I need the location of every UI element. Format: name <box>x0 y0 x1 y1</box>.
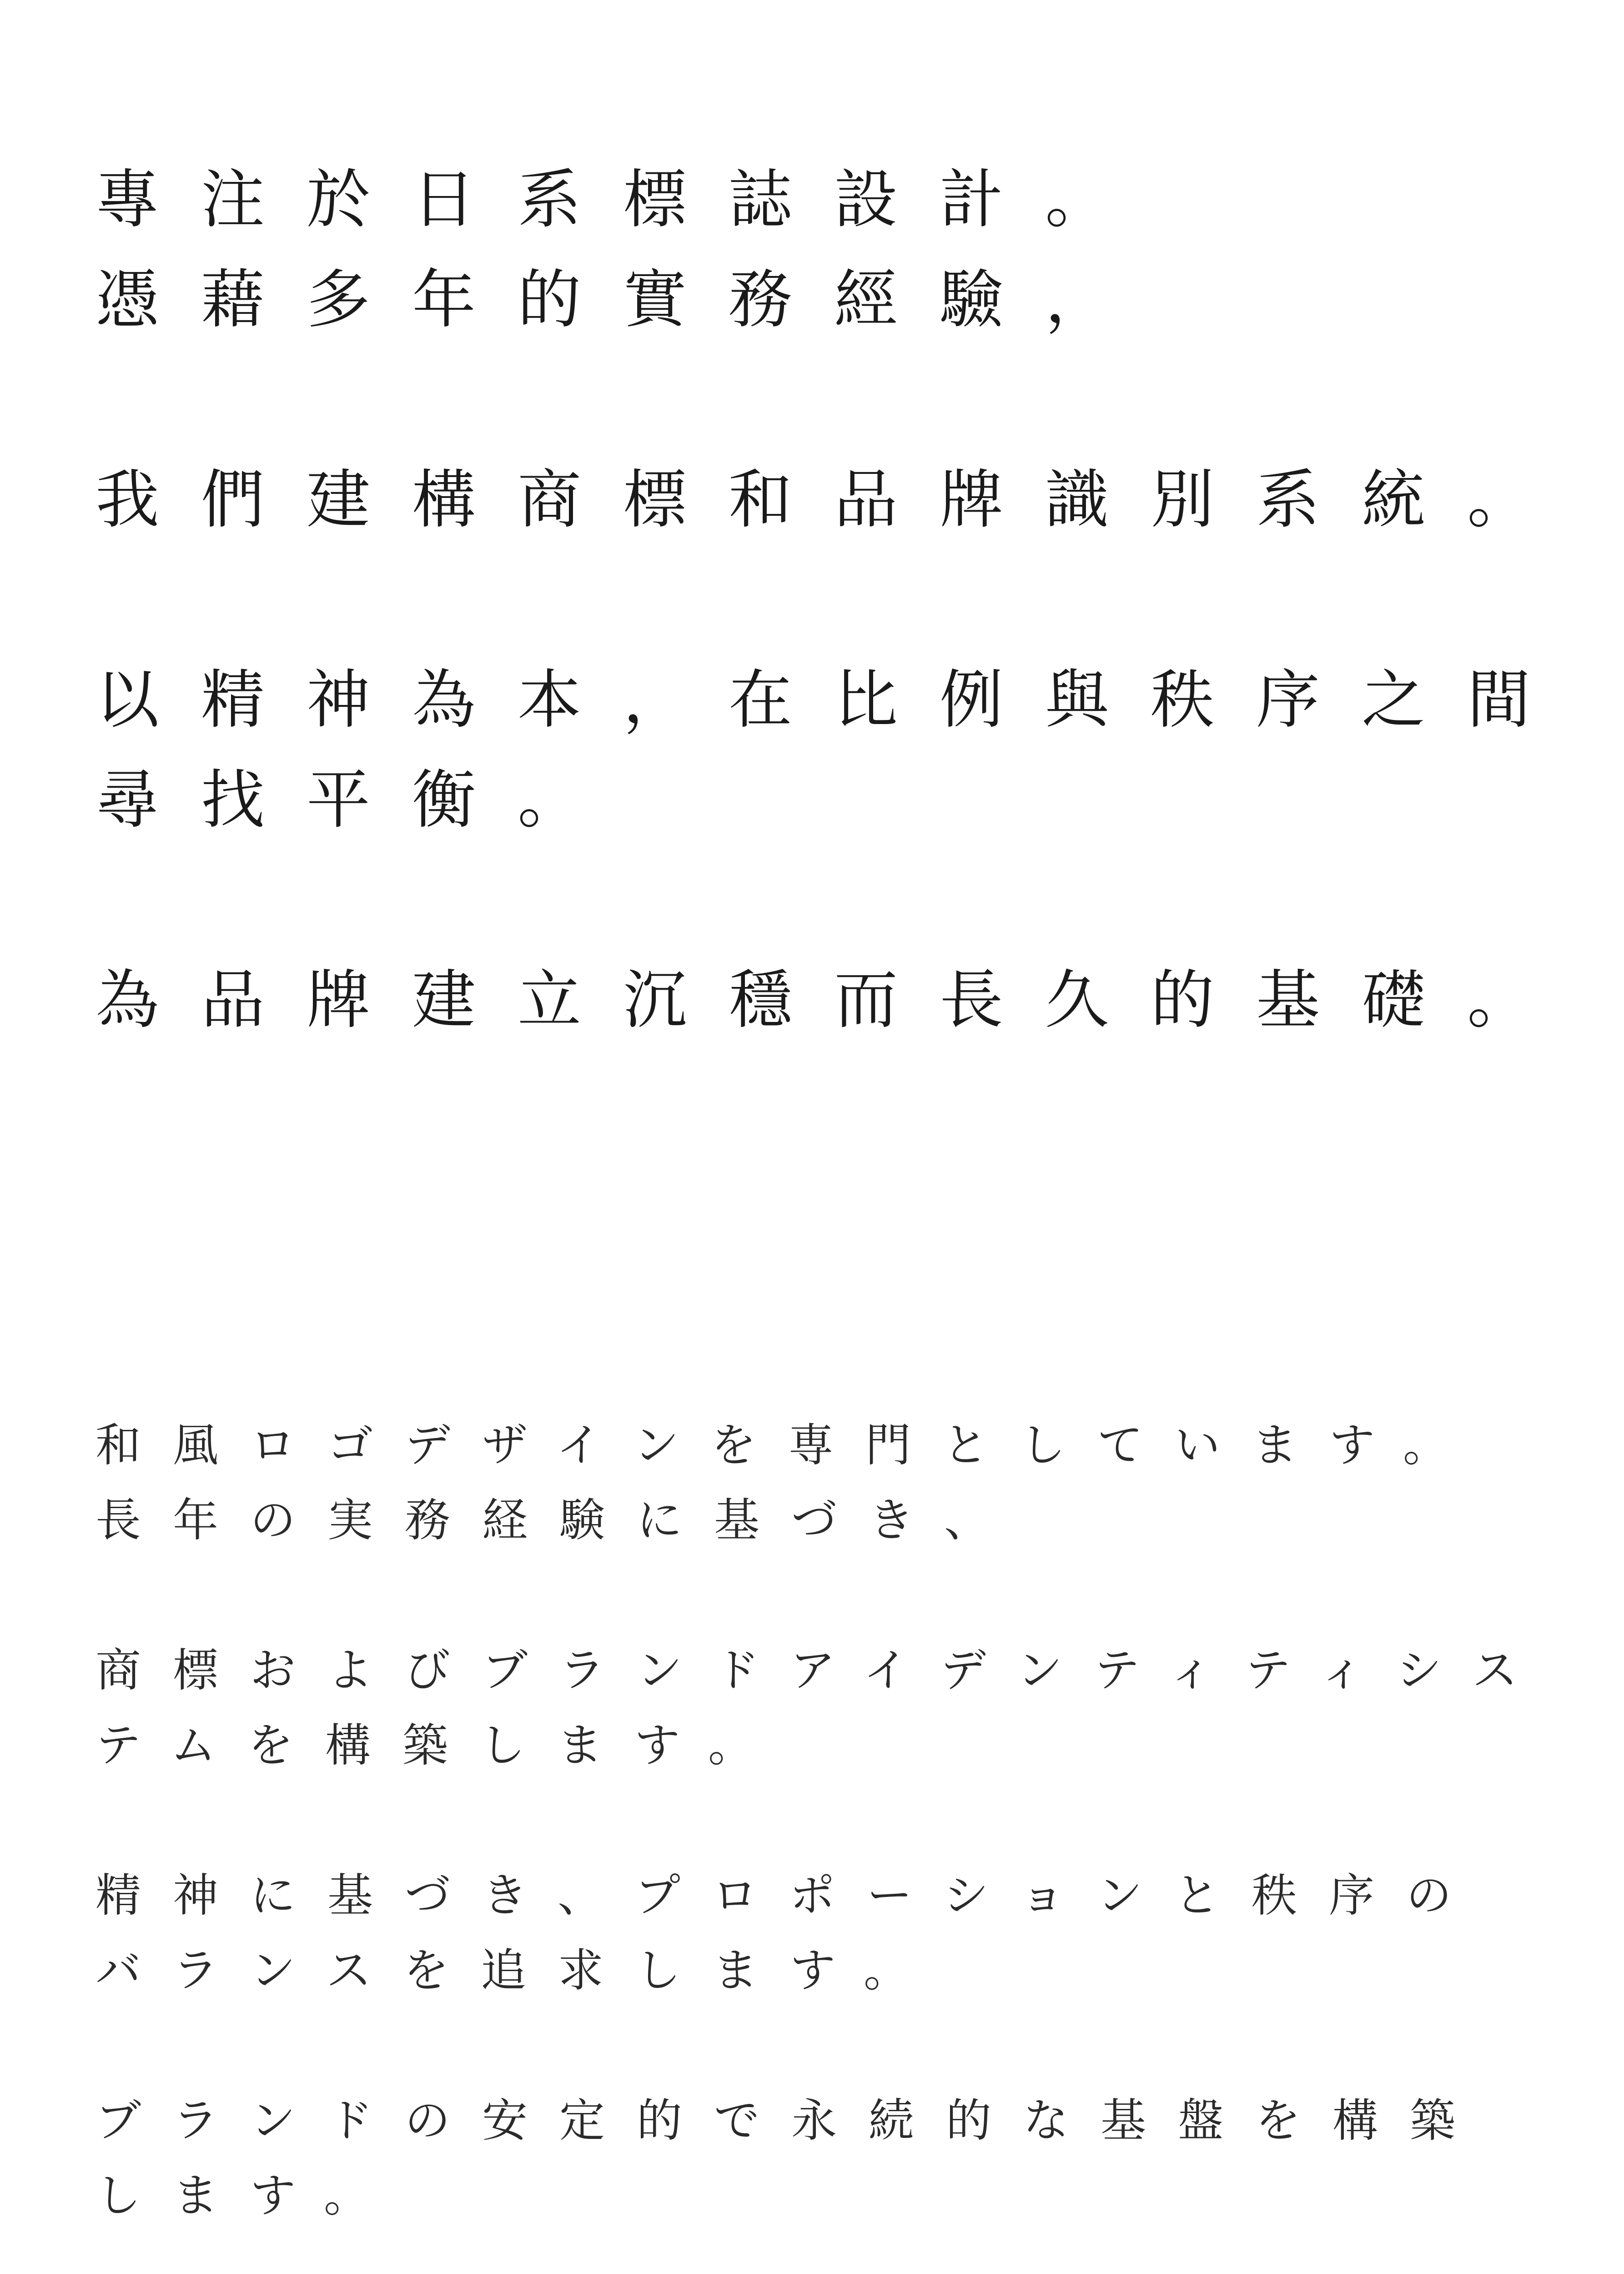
zh-line-2: 憑藉多年的實務經驗， <box>96 263 1151 337</box>
japanese-copy <box>96 1408 1551 2233</box>
zh-line-1: 專注於日系標誌設計。 <box>96 163 1151 237</box>
ja-line-5: 精神に基づき、プロポーションと秩序の <box>96 1869 1483 1922</box>
chinese-copy <box>96 150 1573 1051</box>
zh-line-4: 以精神為本，在比例與秩序之間 <box>96 663 1573 737</box>
ja-line-3: 商標およびブランドアイデンティティシス <box>96 1644 1549 1697</box>
ja-line-6: バランスを追求します。 <box>96 1944 941 1997</box>
ja-line-4: テムを構築します。 <box>96 1719 785 1772</box>
ja-line-2: 長年の実務経験に基づき、 <box>96 1494 1021 1547</box>
ja-line-1: 和風ロゴデザインを専門としています。 <box>96 1419 1480 1472</box>
zh-line-3: 我們建構商標和品牌識別系統。 <box>96 463 1573 537</box>
ja-line-7: ブランドの安定的で永続的な基盤を構築 <box>96 2094 1487 2147</box>
zh-line-6: 為品牌建立沉穩而長久的基礎。 <box>96 963 1573 1037</box>
ja-line-8: します。 <box>96 2169 401 2222</box>
zh-line-5: 尋找平衡。 <box>96 763 623 837</box>
